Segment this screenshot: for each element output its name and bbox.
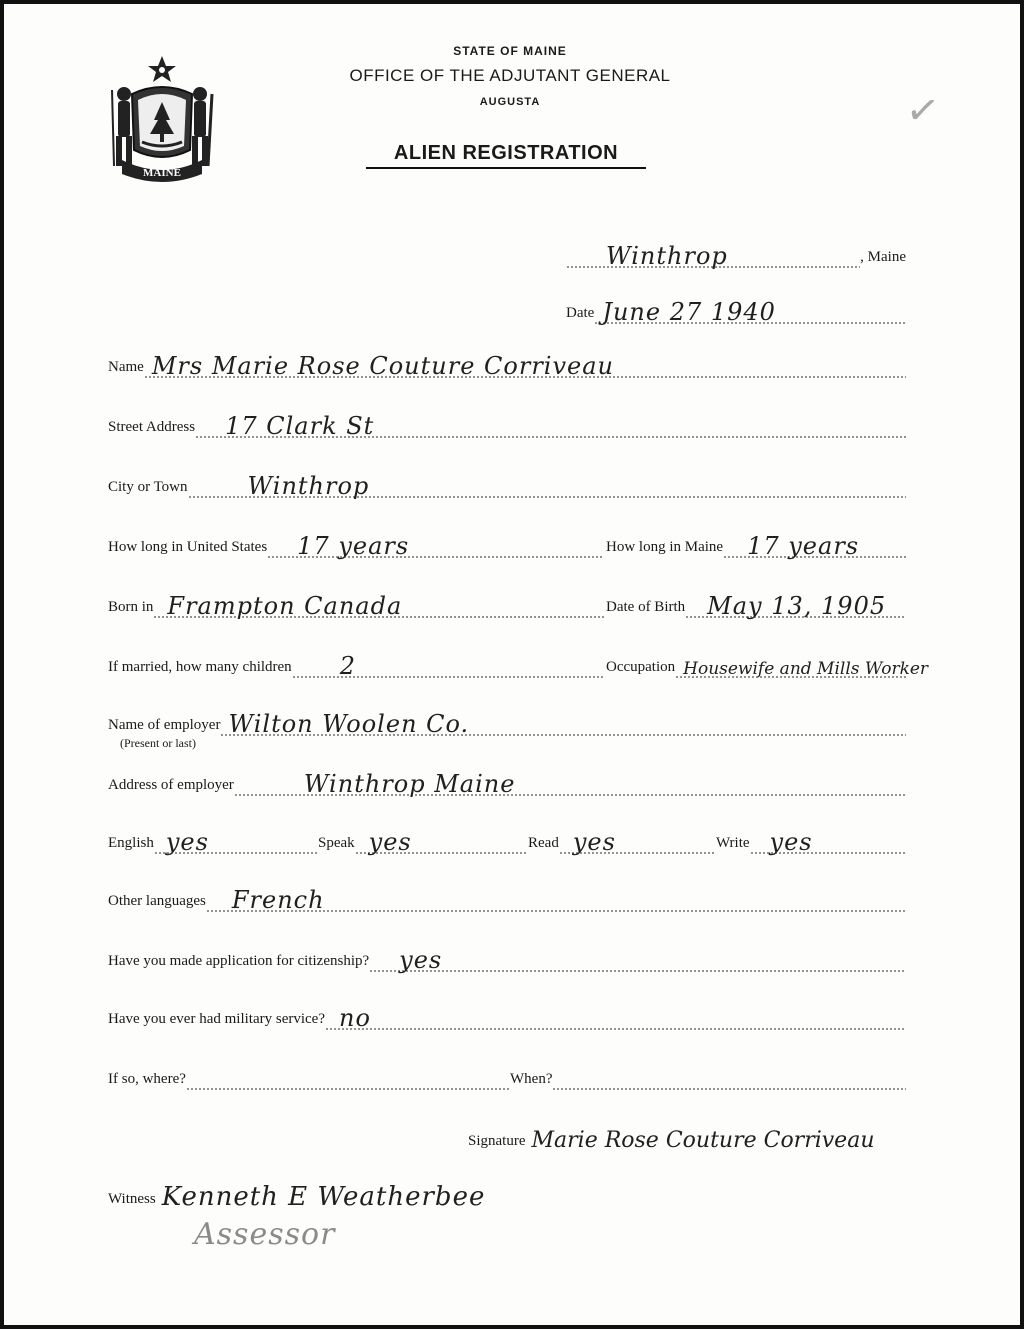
form-title: ALIEN REGISTRATION (366, 142, 646, 169)
city-field[interactable] (188, 466, 906, 498)
military-field[interactable] (325, 998, 906, 1030)
english-label: English (108, 835, 154, 851)
born-in-row (108, 586, 604, 618)
where-field[interactable] (186, 1058, 510, 1090)
military-value: no (339, 1004, 371, 1032)
witness-value: Kenneth E Weatherbee (161, 1182, 486, 1212)
check-mark-icon: ✓ (902, 85, 943, 137)
date-label: Date (566, 305, 595, 321)
witness-field[interactable] (156, 1178, 578, 1210)
dob-label: Date of Birth (606, 599, 686, 615)
name-value: Mrs Marie Rose Couture Corriveau (151, 352, 614, 380)
military-label: Have you ever had military service? (108, 1011, 325, 1027)
speak-value: yes (368, 828, 412, 856)
born-in-label: Born in (108, 599, 154, 615)
date-field[interactable] (594, 292, 906, 324)
when-field[interactable] (552, 1058, 906, 1090)
date-value: June 27 1940 (602, 298, 776, 326)
children-field[interactable] (292, 646, 604, 678)
street-label: Street Address (108, 419, 196, 435)
military-row (108, 998, 906, 1030)
other-languages-label: Other languages (108, 893, 206, 909)
english-field[interactable] (154, 822, 318, 854)
children-label: If married, how many children (108, 659, 292, 675)
street-value: 17 Clark St (225, 412, 375, 440)
dob-row (606, 586, 906, 618)
employer-sublabel: (Present or last) (120, 736, 196, 750)
write-field[interactable] (750, 822, 906, 854)
how-long-us-field[interactable] (267, 526, 604, 558)
dob-value: May 13, 1905 (707, 592, 887, 620)
occupation-label: Occupation (606, 659, 676, 675)
signature-label: Signature (468, 1133, 526, 1149)
city-row (108, 466, 906, 498)
city-value: Winthrop (247, 472, 370, 500)
how-long-us-row (108, 526, 604, 558)
signature-value: Marie Rose Couture Corriveau (531, 1128, 875, 1153)
write-value: yes (769, 828, 813, 856)
write-row (716, 822, 906, 854)
seal-banner-text: MAINE (143, 167, 181, 179)
city-label: City or Town (108, 479, 188, 495)
employer-address-label: Address of employer (108, 777, 234, 793)
street-field[interactable] (195, 406, 906, 438)
born-in-field[interactable] (153, 586, 604, 618)
when-label: When? (510, 1071, 553, 1087)
where-row (108, 1058, 510, 1090)
citizenship-value: yes (399, 946, 443, 974)
employer-field[interactable] (220, 704, 906, 736)
town-value: Winthrop (606, 242, 728, 270)
speak-row (318, 822, 528, 854)
born-in-value: Frampton Canada (167, 592, 403, 620)
other-languages-field[interactable] (206, 880, 906, 912)
date-row (566, 292, 906, 324)
citizenship-row (108, 940, 906, 972)
how-long-maine-row (606, 526, 906, 558)
speak-label: Speak (318, 835, 355, 851)
other-languages-value: French (231, 886, 325, 914)
employer-address-value: Winthrop Maine (303, 770, 516, 798)
where-label: If so, where? (108, 1071, 186, 1087)
how-long-us-value: 17 years (297, 532, 410, 560)
how-long-us-label: How long in United States (108, 539, 268, 555)
witness-title: Assessor (194, 1217, 336, 1252)
header-office: OFFICE OF THE ADJUTANT GENERAL (349, 66, 671, 85)
children-row (108, 646, 604, 678)
other-languages-row (108, 880, 906, 912)
dob-field[interactable] (685, 586, 906, 618)
how-long-maine-field[interactable] (723, 526, 906, 558)
name-row (108, 346, 906, 378)
witness-label: Witness (108, 1191, 156, 1207)
occupation-row (606, 646, 929, 679)
header-state: STATE OF MAINE (453, 44, 567, 58)
children-value: 2 (339, 652, 356, 680)
read-field[interactable] (559, 822, 716, 854)
header-city: AUGUSTA (479, 96, 541, 108)
citizenship-label: Have you made application for citizenship? (108, 953, 370, 969)
speak-field[interactable] (355, 822, 528, 854)
employer-value: Wilton Woolen Co. (228, 710, 470, 738)
english-row (108, 822, 318, 854)
town-suffix: , Maine (860, 249, 906, 265)
employer-label: Name of employer (108, 717, 221, 733)
town-field[interactable] (566, 236, 860, 268)
read-value: yes (572, 828, 616, 856)
english-value: yes (165, 828, 209, 856)
signature-row (468, 1120, 968, 1152)
employer-address-field[interactable] (234, 764, 906, 796)
witness-row (108, 1178, 578, 1210)
read-label: Read (528, 835, 559, 851)
write-label: Write (716, 835, 750, 851)
read-row (528, 822, 716, 854)
occupation-field[interactable] (675, 646, 929, 679)
how-long-maine-value: 17 years (747, 532, 860, 560)
town-row (566, 236, 906, 268)
when-row (510, 1058, 906, 1090)
name-label: Name (108, 359, 144, 375)
citizenship-field[interactable] (369, 940, 906, 972)
how-long-maine-label: How long in Maine (606, 539, 724, 555)
employer-row (108, 704, 906, 736)
street-row (108, 406, 906, 438)
employer-address-row (108, 764, 906, 796)
occupation-value: Housewife and Mills Worker (683, 659, 929, 679)
state-seal-icon (104, 54, 220, 182)
signature-field[interactable] (526, 1120, 969, 1152)
name-field[interactable] (144, 346, 906, 378)
